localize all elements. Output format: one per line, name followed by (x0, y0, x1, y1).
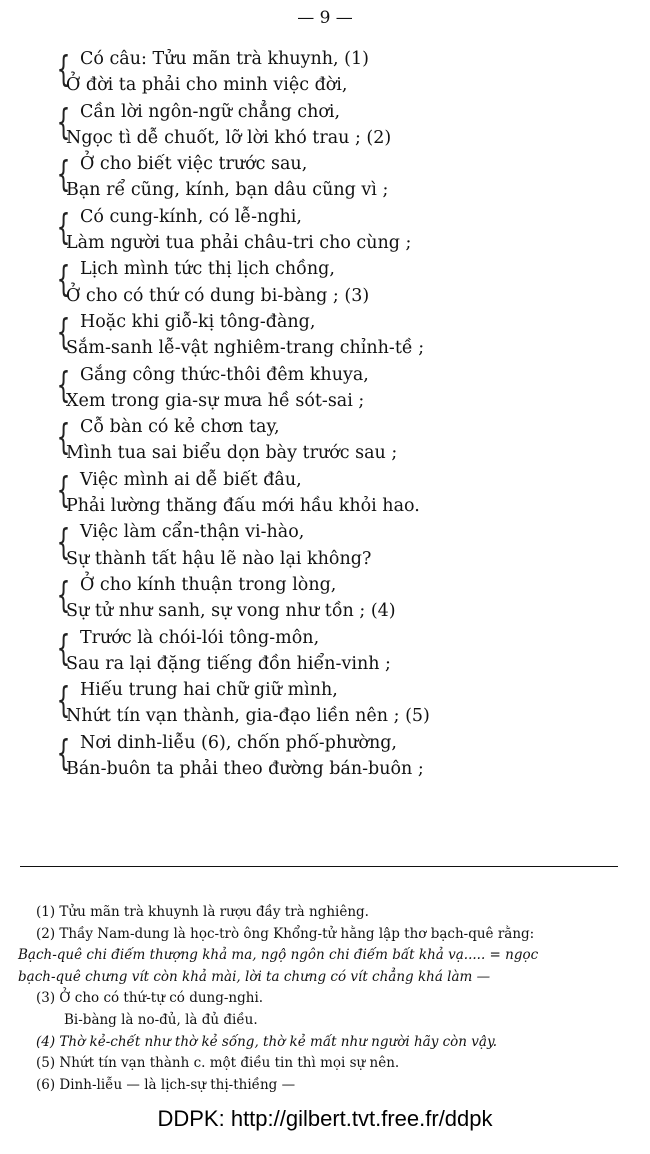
verse-line: Bán-buôn ta phải theo đường bán-buôn ; (66, 759, 424, 780)
couplet (52, 99, 612, 152)
brace-mark: { (56, 259, 71, 301)
brace-mark: { (56, 627, 71, 669)
verse-line: Ở cho biết việc trước sau, (80, 154, 308, 175)
verse-line: Gắng công thức-thôi đêm khuya, (80, 364, 369, 385)
verse-line: Sự thành tất hậu lẽ nào lại không? (66, 548, 372, 569)
footnote-continuation: bạch-quê chưng vít còn khả mài, lời ta chưng có vít chẳng khá làm — (18, 968, 491, 985)
footnote: (6) Dinh-liễu — là lịch-sự thị-thiềng — (36, 1076, 296, 1093)
verse-line: Việc làm cẩn-thận vi-hào, (80, 522, 305, 543)
couplet (52, 309, 612, 362)
couplet (52, 414, 612, 467)
verse-line: Có cung-kính, có lễ-nghi, (80, 206, 302, 227)
footnote: (2) Thầy Nam-dung là học-trò ông Khổng-tử hằng lập thơ bạch-quê rằng: (36, 925, 535, 942)
brace-mark: { (56, 680, 71, 722)
verse-line: Ở cho kính thuận trong lòng, (80, 574, 337, 595)
verse-line: Xem trong gia-sự mưa hề sót-sai ; (66, 390, 365, 411)
brace-mark: { (56, 311, 71, 353)
verse-line: Trước là chói-lói tông-môn, (80, 627, 320, 648)
verse-line: Làm người tua phải châu-tri cho cùng ; (66, 233, 412, 254)
footnotes (18, 902, 630, 1096)
page-number: — 9 — (297, 8, 353, 28)
couplet (52, 730, 612, 783)
brace-mark: { (56, 49, 71, 90)
verse-line: Hiếu trung hai chữ giữ mình, (80, 680, 338, 701)
poem-verse (52, 46, 612, 782)
verse-line: Việc mình ai dễ biết đâu, (80, 469, 302, 490)
couplet (52, 151, 612, 204)
brace-mark: { (56, 154, 71, 196)
footnote-continuation: Bi-bàng là no-đủ, là đủ điều. (64, 1011, 258, 1028)
verse-line: Nhứt tín vạn thành, gia-đạo liền nên ; (5) (66, 706, 430, 727)
brace-mark: { (56, 364, 71, 406)
verse-line: Cần lời ngôn-ngữ chẳng chơi, (80, 101, 341, 122)
brace-mark: { (56, 522, 71, 564)
verse-line: Ngọc tì dễ chuốt, lỡ lời khó trau ; (2) (66, 127, 392, 148)
footnote: (4) Thờ kẻ-chết như thờ kẻ sống, thờ kẻ mất như người hãy còn vậy. (36, 1033, 498, 1050)
verse-line: Bạn rể cũng, kính, bạn dâu cũng vì ; (66, 180, 389, 201)
verse-line: Sắm-sanh lễ-vật nghiêm-trang chỉnh-tề ; (66, 338, 425, 359)
footnote: (5) Nhứt tín vạn thành c. một điều tin thì mọi sự nên. (36, 1055, 400, 1072)
verse-line: Mình tua sai biểu dọn bày trước sau ; (66, 443, 398, 464)
couplet (52, 677, 612, 730)
verse-line: Lịch mình tức thị lịch chồng, (80, 259, 335, 280)
brace-mark: { (56, 469, 71, 511)
couplet (52, 572, 612, 625)
couplet (52, 46, 612, 99)
couplet (52, 362, 612, 415)
verse-line: Nơi dinh-liễu (6), chốn phố-phường, (80, 732, 397, 753)
footnote-continuation: Bạch-quê chi điếm thượng khả ma, ngộ ngôn chi điếm bất khả vạ..... = ngọc (18, 947, 539, 964)
couplet (52, 204, 612, 257)
verse-line: Hoặc khi giỗ-kị tông-đàng, (80, 311, 316, 332)
brace-mark: { (56, 206, 71, 248)
verse-line: Sau ra lại đặng tiếng đồn hiển-vinh ; (66, 653, 391, 674)
verse-line: Ở cho có thứ có dung bi-bàng ; (3) (66, 285, 370, 306)
brace-mark: { (56, 574, 71, 616)
couplet (52, 467, 612, 520)
couplet (52, 256, 612, 309)
brace-mark: { (56, 732, 71, 774)
brace-mark: { (56, 101, 71, 143)
verse-line: Cỗ bàn có kẻ chơn tay, (80, 417, 280, 438)
footnote: (3) Ở cho có thứ-tự có dung-nghi. (36, 990, 264, 1007)
verse-line: Phải lường thăng đấu mới hầu khỏi hao. (66, 496, 420, 517)
verse-line: Có câu: Tửu mãn trà khuynh, (1) (80, 49, 369, 69)
brace-mark: { (56, 417, 71, 459)
couplet (52, 625, 612, 678)
footnote: (1) Tửu mãn trà khuynh là rượu đầy trà nghiêng. (36, 904, 369, 920)
verse-line: Sự tử như sanh, sự vong như tồn ; (4) (66, 601, 396, 622)
couplet (52, 519, 612, 572)
footnote-divider (20, 866, 618, 867)
verse-line: Ở đời ta phải cho minh việc đời, (66, 75, 348, 96)
source-credit-link[interactable]: DDPK: http://gilbert.tvt.free.fr/ddpk (157, 1106, 493, 1131)
